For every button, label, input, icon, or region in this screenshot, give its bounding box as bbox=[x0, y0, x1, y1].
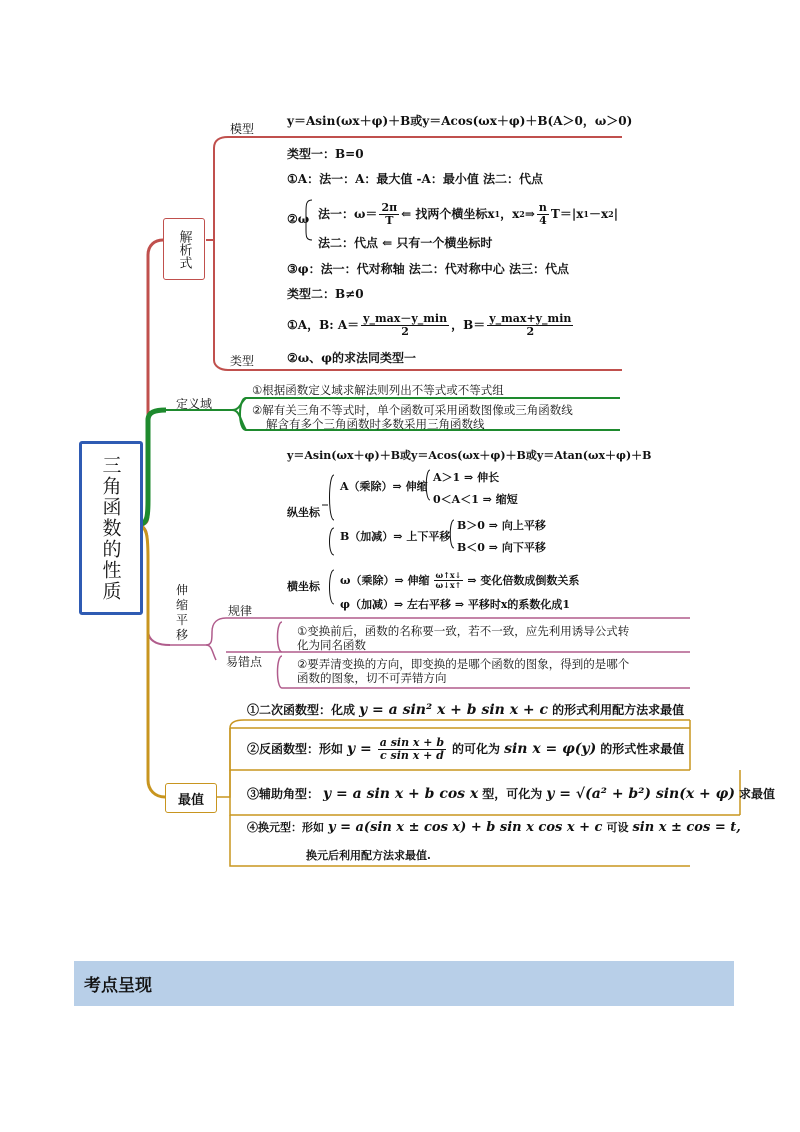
w-arrow-bot: ω↓x↑ bbox=[435, 580, 462, 590]
error-label: 易错点 bbox=[226, 655, 263, 669]
type2-last: ②ω、φ的求法同类型一 bbox=[287, 351, 417, 365]
omega-m1-g: | bbox=[613, 207, 619, 221]
type-label: 类型 bbox=[230, 354, 255, 368]
m4-line2: 换元后利用配方法求最值. bbox=[306, 849, 431, 862]
domain-item1: ①根据函数定义域求解法则列出不等式或不等式组 bbox=[252, 383, 504, 397]
omega-frac1-den: T bbox=[385, 214, 394, 227]
type1-label: 类型一：B=0 bbox=[287, 147, 364, 161]
omega-frac1-num: 2π bbox=[381, 201, 398, 214]
amplitude-method: ①A：法一：A：最大值 -A：最小值 法二：代点 bbox=[287, 172, 544, 186]
m1-a: ①二次函数型：化成 bbox=[247, 703, 356, 717]
section-title: 考点呈现 bbox=[84, 976, 152, 996]
m1-formula: y = a sin² x + b sin x + c bbox=[359, 702, 549, 718]
a-lt1: 0＜A＜1 ⇒ 缩短 bbox=[433, 493, 518, 506]
m3-b: 型，可化为 bbox=[482, 787, 543, 801]
phi-add: φ（加减）⇒ 左右平移 ⇒ 平移时x的系数化成1 bbox=[340, 598, 571, 611]
vertical-label: 纵坐标 bbox=[287, 506, 320, 519]
root-node bbox=[79, 441, 143, 615]
error1-line2: 化为同名函数 bbox=[297, 638, 366, 652]
m1-b: 的形式利用配方法求最值 bbox=[552, 703, 685, 717]
extremum-m2 bbox=[247, 737, 684, 762]
m4-formula: y = a(sin x ± cos x) + b sin x cos x + c bbox=[328, 820, 603, 835]
m2-a: ②反函数型：形如 bbox=[247, 742, 344, 756]
domain-item2-line2: 解含有多个三角函数时多数采用三角函数线 bbox=[266, 417, 485, 431]
horizontal-label: 横坐标 bbox=[287, 580, 320, 593]
model-formula: y＝Asin(ωx＋φ)＋B或y＝Acos(ωx＋φ)＋B(A＞0，ω＞0) bbox=[287, 114, 633, 128]
analytic-node bbox=[163, 218, 205, 280]
w-mult: ω（乘除）⇒ 伸缩 bbox=[340, 574, 430, 587]
error2-line1: ②要弄清变换的方向，即变换的是哪个函数的图象，得到的是哪个 bbox=[297, 657, 630, 671]
m3-formula: y = a sin x + b cos x bbox=[323, 786, 479, 802]
type2-b-prefix: ，B＝ bbox=[451, 318, 486, 332]
a-gt1: A＞1 ⇒ 伸长 bbox=[433, 471, 500, 484]
extremum-node bbox=[165, 783, 217, 813]
m3-a: ③辅助角型： bbox=[247, 787, 320, 801]
omega-method2: 法二：代点 ⇐ 只有一个横坐标时 bbox=[318, 236, 493, 250]
m2-num: a sin x + b bbox=[379, 736, 445, 749]
omega-m1-b: ⇐ 找两个横坐标x bbox=[401, 207, 495, 221]
omega-method1: 法一：ω＝ $\frac{2\pi}{T}$ ⇐ 找两个横坐标x 1 ，x 2 ⇒ $\frac{n}{4}$ T＝|x 1 －x 2 | bbox=[318, 201, 619, 227]
w-mult-row bbox=[340, 571, 579, 590]
omega-frac2-den: 4 bbox=[539, 214, 547, 227]
type2-ab bbox=[287, 313, 575, 338]
type2-b-num: y_max+y_min bbox=[489, 312, 572, 325]
model-label: 模型 bbox=[230, 122, 255, 136]
w-arrow-top: ω↑x↓ bbox=[435, 570, 462, 580]
transform-formula: y＝Asin(ωx＋φ)＋B或y＝Acos(ωx＋φ)＋B或y＝Atan(ωx＋φ)＋B bbox=[287, 449, 652, 462]
extremum-label: 最值 bbox=[177, 792, 204, 808]
m2-formula: sin x = φ(y) bbox=[504, 741, 597, 757]
omega-m1-f: －x bbox=[588, 207, 609, 221]
domain-item2-line1: ②解有关三角不等式时，单个函数可采用函数图像或三角函数线 bbox=[252, 403, 573, 417]
omega-m1-c: ，x bbox=[500, 207, 520, 221]
rule-label: 规律 bbox=[228, 604, 253, 618]
root-title: 三角函数的性质 bbox=[99, 454, 122, 602]
a-mult: A（乘除）⇒ 伸缩 bbox=[340, 480, 428, 493]
b-lt0: B＜0 ⇒ 向下平移 bbox=[457, 541, 546, 554]
m2-den: c sin x + d bbox=[379, 749, 444, 762]
b-gt0: B＞0 ⇒ 向上平移 bbox=[457, 519, 546, 532]
omega-prefix: ②ω bbox=[287, 212, 310, 226]
m3-formula2: y = √(a² + b²) sin(x + φ) bbox=[546, 786, 735, 802]
m4-b: 可设 bbox=[606, 821, 629, 834]
w-result: ⇒ 变化倍数成倒数关系 bbox=[467, 574, 580, 587]
m2-c: 的形式性求最值 bbox=[600, 742, 685, 756]
b-add: B（加减）⇒ 上下平移 bbox=[340, 530, 451, 543]
type2-ab-prefix: ①A，B: A＝ bbox=[287, 318, 360, 332]
omega-frac2-num: n bbox=[538, 201, 547, 214]
type2-label: 类型二：B≠0 bbox=[287, 287, 364, 301]
m2-b: 的可化为 bbox=[452, 742, 501, 756]
error2-line2: 函数的图象，切不可弄错方向 bbox=[297, 671, 447, 685]
m4-a: ④换元型：形如 bbox=[247, 821, 324, 834]
section-header bbox=[74, 961, 734, 1006]
omega-m1-d: ⇒ bbox=[524, 207, 535, 221]
error1-line1: ①变换前后，函数的名称要一致，若不一致，应先利用诱导公式转 bbox=[297, 624, 630, 638]
omega-m1-e: T＝|x bbox=[550, 207, 584, 221]
m2-y: y = bbox=[347, 741, 372, 757]
type2-b-den: 2 bbox=[526, 325, 535, 338]
type2-a-den: 2 bbox=[401, 325, 409, 338]
domain-label: 定义域 bbox=[176, 397, 213, 411]
extremum-m1 bbox=[247, 703, 684, 718]
omega-m1-a: 法一：ω＝ bbox=[318, 207, 378, 221]
transform-label: 伸缩平移 bbox=[176, 583, 189, 642]
extremum-m4 bbox=[247, 820, 741, 835]
m3-c: 求最值 bbox=[738, 787, 775, 801]
type2-a-num: y_max－y_min bbox=[363, 312, 448, 325]
analytic-label: 解析式 bbox=[176, 229, 192, 269]
extremum-m3 bbox=[247, 787, 775, 802]
phi-method: ③φ：法一：代对称轴 法二：代对称中心 法三：代点 bbox=[287, 262, 569, 276]
m4-formula2: sin x ± cos = t, bbox=[632, 820, 741, 835]
